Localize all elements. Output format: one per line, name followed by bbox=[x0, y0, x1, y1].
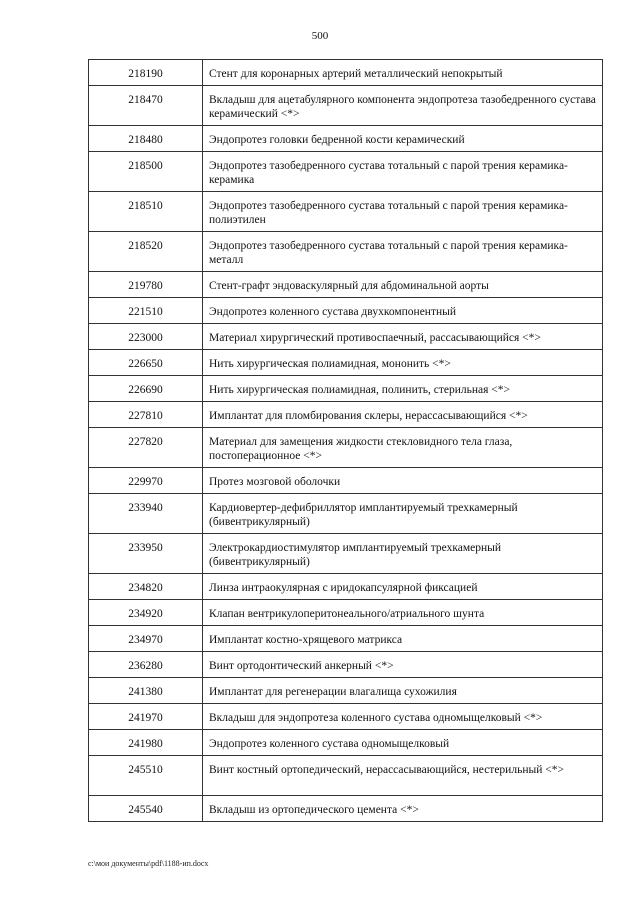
table-row bbox=[89, 126, 603, 152]
code-cell: 233940 bbox=[89, 494, 203, 534]
code-cell: 218190 bbox=[89, 60, 203, 86]
name-cell: Клапан вентрикулоперитонеального/атриального шунта bbox=[203, 600, 603, 626]
code-cell: 234970 bbox=[89, 626, 203, 652]
code-cell: 233950 bbox=[89, 534, 203, 574]
code-cell: 218510 bbox=[89, 192, 203, 232]
name-cell: Линза интраокулярная с иридокапсулярной фиксацией bbox=[203, 574, 603, 600]
code-cell: 241970 bbox=[89, 704, 203, 730]
name-cell: Стент для коронарных артерий металлический непокрытый bbox=[203, 60, 603, 86]
table-row bbox=[89, 376, 603, 402]
table-row bbox=[89, 468, 603, 494]
code-cell: 218470 bbox=[89, 86, 203, 126]
code-cell: 245540 bbox=[89, 796, 203, 822]
table-row bbox=[89, 600, 603, 626]
name-cell: Стент-графт эндоваскулярный для абдоминальной аорты bbox=[203, 272, 603, 298]
table-row bbox=[89, 678, 603, 704]
footer-file-path: c:\мои документы\pdf\1188-ип.docx bbox=[88, 859, 209, 868]
name-cell: Имплантат костно-хрящевого матрикса bbox=[203, 626, 603, 652]
name-cell: Нить хирургическая полиамидная, полинить, стерильная <*> bbox=[203, 376, 603, 402]
table-row bbox=[89, 730, 603, 756]
page-number: 500 bbox=[311, 30, 329, 42]
name-cell: Эндопротез тазобедренного сустава тотальный с парой трения керамика-металл bbox=[203, 232, 603, 272]
name-cell: Вкладыш из ортопедического цемента <*> bbox=[203, 796, 603, 822]
name-cell: Эндопротез коленного сустава одномыщелковый bbox=[203, 730, 603, 756]
code-cell: 226690 bbox=[89, 376, 203, 402]
code-cell: 241380 bbox=[89, 678, 203, 704]
table-row bbox=[89, 704, 603, 730]
table-row bbox=[89, 534, 603, 574]
device-code-table bbox=[88, 59, 603, 822]
code-cell: 218520 bbox=[89, 232, 203, 272]
table-row bbox=[89, 652, 603, 678]
code-cell: 226650 bbox=[89, 350, 203, 376]
table-row bbox=[89, 756, 603, 796]
name-cell: Протез мозговой оболочки bbox=[203, 468, 603, 494]
code-cell: 241980 bbox=[89, 730, 203, 756]
table-row bbox=[89, 402, 603, 428]
table-row bbox=[89, 324, 603, 350]
table-row bbox=[89, 272, 603, 298]
name-cell: Материал хирургический противоспаечный, рассасывающийся <*> bbox=[203, 324, 603, 350]
code-cell: 245510 bbox=[89, 756, 203, 796]
name-cell: Эндопротез тазобедренного сустава тотальный с парой трения керамика-керамика bbox=[203, 152, 603, 192]
table-row bbox=[89, 232, 603, 272]
table-row bbox=[89, 626, 603, 652]
table-row bbox=[89, 152, 603, 192]
code-cell: 234920 bbox=[89, 600, 203, 626]
name-cell: Вкладыш для ацетабулярного компонента эндопротеза тазобедренного сустава керамический <*> bbox=[203, 86, 603, 126]
code-cell: 236280 bbox=[89, 652, 203, 678]
table-row bbox=[89, 428, 603, 468]
name-cell: Винт костный ортопедический, нерассасывающийся, нестерильный <*> bbox=[203, 756, 603, 796]
name-cell: Вкладыш для эндопротеза коленного сустава одномыщелковый <*> bbox=[203, 704, 603, 730]
name-cell: Винт ортодонтический анкерный <*> bbox=[203, 652, 603, 678]
name-cell: Имплантат для пломбирования склеры, нерассасывающийся <*> bbox=[203, 402, 603, 428]
code-cell: 221510 bbox=[89, 298, 203, 324]
code-cell: 218480 bbox=[89, 126, 203, 152]
code-cell: 223000 bbox=[89, 324, 203, 350]
name-cell: Кардиовертер-дефибриллятор имплантируемый трехкамерный (бивентрикулярный) bbox=[203, 494, 603, 534]
table-row bbox=[89, 60, 603, 86]
name-cell: Электрокардиостимулятор имплантируемый трехкамерный (бивентрикулярный) bbox=[203, 534, 603, 574]
code-cell: 227820 bbox=[89, 428, 203, 468]
code-cell: 219780 bbox=[89, 272, 203, 298]
code-cell: 218500 bbox=[89, 152, 203, 192]
table-row bbox=[89, 494, 603, 534]
name-cell: Имплантат для регенерации влагалища сухожилия bbox=[203, 678, 603, 704]
name-cell: Эндопротез тазобедренного сустава тотальный с парой трения керамика-полиэтилен bbox=[203, 192, 603, 232]
name-cell: Материал для замещения жидкости стекловидного тела глаза, постоперационное <*> bbox=[203, 428, 603, 468]
name-cell: Эндопротез головки бедренной кости керамический bbox=[203, 126, 603, 152]
table-row bbox=[89, 574, 603, 600]
code-cell: 229970 bbox=[89, 468, 203, 494]
code-cell: 227810 bbox=[89, 402, 203, 428]
table-row bbox=[89, 796, 603, 822]
name-cell: Нить хирургическая полиамидная, мононить <*> bbox=[203, 350, 603, 376]
table-row bbox=[89, 298, 603, 324]
code-cell: 234820 bbox=[89, 574, 203, 600]
table-row bbox=[89, 192, 603, 232]
table-row bbox=[89, 86, 603, 126]
name-cell: Эндопротез коленного сустава двухкомпонентный bbox=[203, 298, 603, 324]
table-row bbox=[89, 350, 603, 376]
